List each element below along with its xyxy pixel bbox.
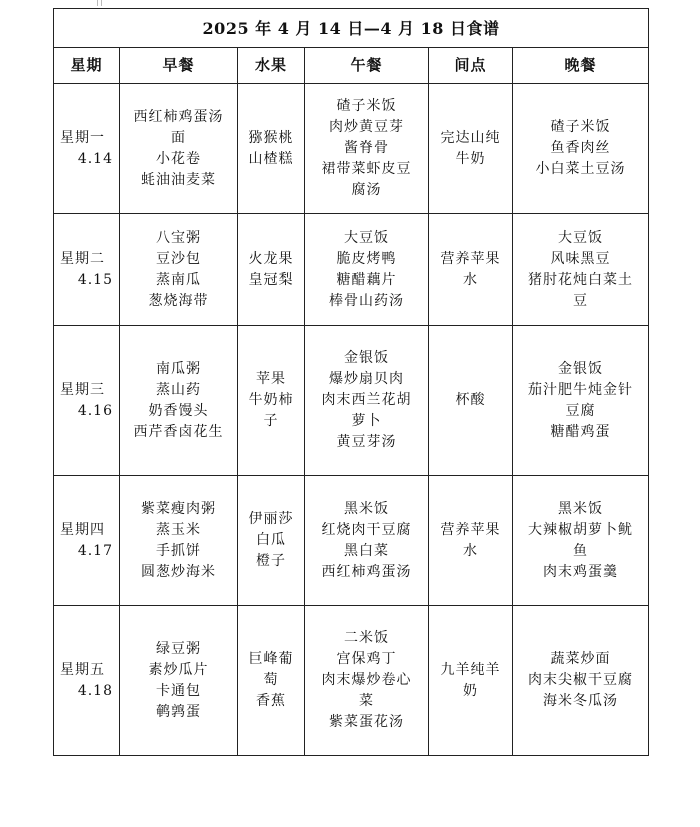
menu-item: 蒸玉米 — [156, 521, 201, 538]
day-name: 星期三 — [60, 381, 105, 398]
menu-item: 蒸南瓜 — [156, 271, 201, 288]
fruit-cell — [238, 326, 305, 476]
menu-title: 2025 年 4 月 14 日—4 月 18 日食谱 — [54, 9, 649, 48]
dinner-cell — [513, 214, 649, 326]
menu-item: 菜 — [359, 693, 374, 709]
menu-item: 海米冬瓜汤 — [543, 693, 618, 709]
menu-item: 蚝油油麦菜 — [141, 171, 216, 188]
menu-item: 巨峰葡 — [248, 651, 294, 667]
menu-item: 手抓饼 — [156, 542, 201, 559]
lunch-cell — [305, 326, 429, 476]
menu-item: 紫菜瘦肉粥 — [141, 500, 216, 517]
menu-item: 牛奶 — [455, 150, 486, 167]
day-cell — [54, 214, 120, 326]
menu-item: 卡通包 — [156, 682, 201, 699]
header-row — [54, 48, 649, 84]
lunch-cell — [305, 84, 429, 214]
menu-item: 裙带菜虾皮豆 — [321, 161, 412, 177]
breakfast-cell — [120, 326, 238, 476]
header-day: 星期 — [54, 48, 120, 84]
menu-item: 猕猴桃 — [248, 129, 294, 146]
menu-item: 脆皮烤鸭 — [336, 250, 397, 267]
breakfast-cell — [120, 476, 238, 606]
menu-item: 山楂糕 — [248, 150, 294, 167]
day-name: 星期五 — [60, 661, 105, 678]
day-date: 4.16 — [77, 402, 113, 419]
lunch-cell — [305, 214, 429, 326]
dinner-cell — [513, 606, 649, 756]
menu-item: 营养苹果 — [440, 521, 501, 538]
menu-item: 面 — [171, 129, 186, 146]
header-dinner: 晚餐 — [513, 48, 649, 84]
menu-item: 鹌鹑蛋 — [156, 703, 201, 720]
menu-item: 西红柿鸡蛋汤 — [321, 563, 412, 580]
dinner-cell — [513, 476, 649, 606]
menu-item: 奶香馒头 — [148, 402, 209, 419]
fruit-cell — [238, 476, 305, 606]
menu-item: 红烧肉干豆腐 — [321, 521, 412, 538]
lunch-cell — [305, 476, 429, 606]
menu-item: 水 — [463, 542, 478, 559]
menu-item: 腐汤 — [351, 182, 382, 198]
menu-item: 肉末西兰花胡 — [321, 392, 412, 408]
day-date: 4.18 — [77, 682, 113, 699]
day-name: 星期二 — [60, 250, 105, 267]
menu-item: 西芹香卤花生 — [133, 423, 224, 440]
snack-cell — [429, 606, 513, 756]
day-cell — [54, 326, 120, 476]
menu-item: 牛奶柿 — [248, 392, 294, 408]
fruit-cell — [238, 214, 305, 326]
menu-item: 黑米饭 — [558, 500, 603, 517]
menu-item: 爆炒扇贝肉 — [329, 371, 404, 387]
menu-item: 八宝粥 — [156, 229, 201, 246]
menu-item: 碴子米饭 — [550, 119, 611, 135]
header-lunch: 午餐 — [305, 48, 429, 84]
menu-item: 碴子米饭 — [336, 98, 397, 114]
menu-item: 橙子 — [256, 553, 286, 569]
snack-cell — [429, 476, 513, 606]
menu-item: 金银饭 — [558, 360, 603, 377]
menu-item: 子 — [263, 413, 279, 429]
menu-item: 豆沙包 — [156, 250, 201, 267]
lunch-cell — [305, 606, 429, 756]
menu-item: 糖醋藕片 — [336, 271, 397, 288]
snack-cell — [429, 214, 513, 326]
menu-item: 豆 — [573, 292, 588, 309]
menu-item: 水 — [463, 271, 478, 288]
menu-item: 火龙果 — [248, 250, 294, 267]
menu-item: 棒骨山药汤 — [329, 292, 404, 309]
day-cell — [54, 606, 120, 756]
menu-item: 紫菜蛋花汤 — [329, 714, 404, 730]
weekly-menu-table — [53, 8, 649, 756]
header-snack: 间点 — [429, 48, 513, 84]
header-fruit: 水果 — [238, 48, 305, 84]
menu-item: 九羊纯羊 — [440, 661, 501, 678]
menu-item: 西红柿鸡蛋汤 — [133, 108, 224, 125]
breakfast-cell — [120, 84, 238, 214]
menu-item: 营养苹果 — [440, 250, 501, 267]
menu-item: 肉炒黄豆芽 — [329, 119, 404, 135]
menu-item: 黄豆芽汤 — [336, 434, 397, 450]
menu-item: 葱烧海带 — [148, 292, 209, 309]
menu-item: 风味黑豆 — [550, 250, 611, 267]
menu-item: 香蕉 — [256, 693, 286, 709]
page-corner-mark-right — [101, 0, 102, 6]
menu-item: 蔬菜炒面 — [550, 651, 611, 667]
menu-item: 肉末爆炒卷心 — [321, 672, 412, 688]
snack-cell — [429, 84, 513, 214]
menu-item: 肉末尖椒干豆腐 — [528, 672, 633, 688]
menu-item: 奶 — [463, 682, 478, 699]
menu-item: 大豆饭 — [344, 229, 389, 246]
day-name: 星期四 — [60, 521, 105, 538]
menu-item: 酱脊骨 — [344, 140, 389, 156]
breakfast-cell — [120, 606, 238, 756]
menu-item: 圆葱炒海米 — [141, 563, 216, 580]
menu-row — [54, 606, 649, 756]
menu-item: 完达山纯 — [440, 129, 501, 146]
menu-item: 绿豆粥 — [156, 640, 201, 657]
day-cell — [54, 84, 120, 214]
header-breakfast: 早餐 — [120, 48, 238, 84]
menu-body — [54, 84, 649, 756]
menu-row — [54, 326, 649, 476]
title-row — [54, 9, 649, 48]
menu-item: 小白菜土豆汤 — [535, 161, 626, 177]
menu-row — [54, 84, 649, 214]
menu-item: 糖醋鸡蛋 — [550, 423, 611, 440]
menu-item: 鱼 — [573, 542, 588, 559]
menu-item: 黑米饭 — [344, 500, 389, 517]
menu-item: 萄 — [263, 672, 279, 688]
menu-item: 皇冠梨 — [248, 271, 294, 288]
menu-item: 茄汁肥牛炖金针 — [528, 381, 633, 398]
fruit-cell — [238, 606, 305, 756]
fruit-cell — [238, 84, 305, 214]
menu-item: 杯酸 — [455, 392, 486, 408]
menu-item: 二米饭 — [344, 630, 389, 646]
menu-item: 白瓜 — [256, 532, 286, 548]
breakfast-cell — [120, 214, 238, 326]
snack-cell — [429, 326, 513, 476]
menu-item: 萝卜 — [351, 413, 382, 429]
menu-item: 大辣椒胡萝卜鱿 — [528, 521, 633, 538]
menu-row — [54, 476, 649, 606]
menu-item: 伊丽莎 — [248, 511, 294, 527]
menu-item: 小花卷 — [156, 150, 201, 167]
menu-item: 猪肘花炖白菜土 — [528, 271, 633, 288]
menu-item: 素炒瓜片 — [148, 661, 209, 678]
menu-item: 苹果 — [256, 371, 286, 387]
day-date: 4.17 — [77, 542, 113, 559]
menu-item: 金银饭 — [344, 350, 389, 366]
day-name: 星期一 — [60, 129, 105, 146]
menu-item: 宫保鸡丁 — [336, 651, 397, 667]
menu-row — [54, 214, 649, 326]
dinner-cell — [513, 84, 649, 214]
day-date: 4.14 — [77, 150, 113, 167]
menu-item: 南瓜粥 — [156, 360, 201, 377]
menu-item: 肉末鸡蛋羹 — [543, 563, 618, 580]
dinner-cell — [513, 326, 649, 476]
day-cell — [54, 476, 120, 606]
menu-item: 黑白菜 — [344, 542, 389, 559]
menu-item: 蒸山药 — [156, 381, 201, 398]
day-date: 4.15 — [77, 271, 113, 288]
menu-item: 大豆饭 — [558, 229, 603, 246]
menu-item: 豆腐 — [565, 402, 596, 419]
menu-item: 鱼香肉丝 — [550, 140, 611, 156]
page-corner-mark-left — [97, 0, 98, 6]
